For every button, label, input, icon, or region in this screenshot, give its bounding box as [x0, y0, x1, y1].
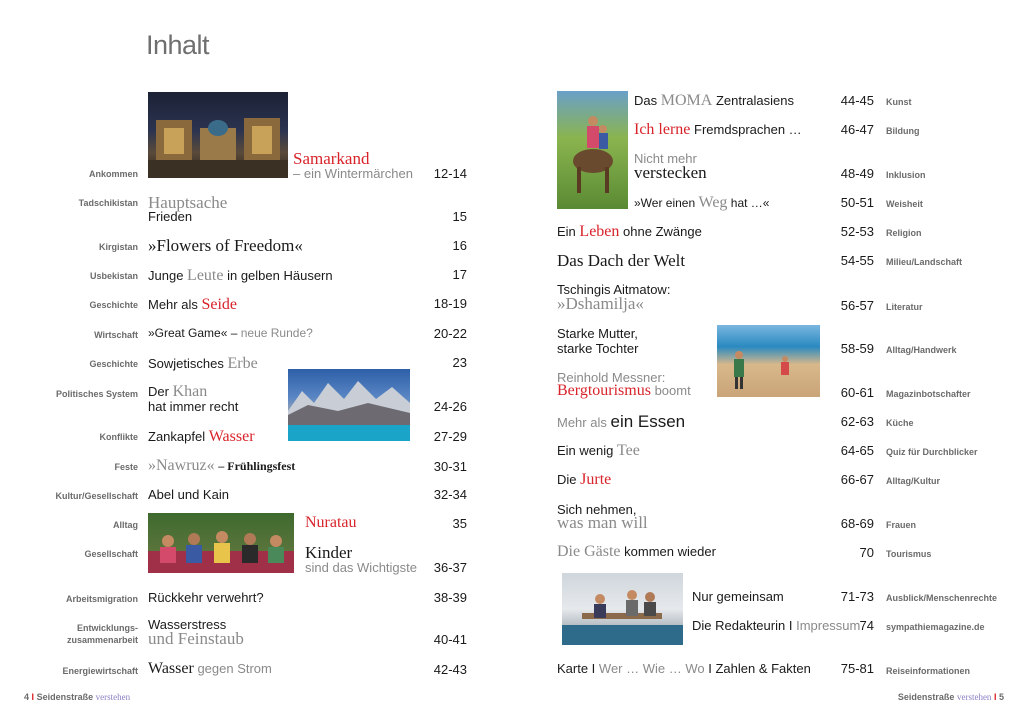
footer-separator: I [993, 692, 997, 702]
section-label: Literatur [886, 302, 923, 312]
footer-brand: Seidenstraße [36, 692, 94, 702]
page-number: 62-63 [840, 414, 874, 429]
article-subtitle: sind das Wichtigste [305, 560, 417, 575]
title-post: neue Runde? [240, 326, 313, 340]
page-number: 35 [452, 516, 467, 531]
photo-samarkand [148, 92, 288, 178]
section-label: Bildung [886, 126, 920, 136]
title-highlight: ein Essen [610, 412, 686, 431]
title-highlight: MOMA [660, 92, 713, 109]
section-label: Geschichte [89, 359, 138, 369]
article-title[interactable]: Abel und Kain [148, 487, 229, 502]
page-number: 18-19 [433, 296, 467, 311]
title-post: in gelben Häusern [227, 268, 333, 283]
title-pre: Die [557, 472, 577, 487]
title-highlight: Impressum [796, 618, 861, 633]
page-number: 54-55 [840, 253, 874, 268]
page-number: 46-47 [840, 122, 874, 137]
article-title[interactable] [557, 543, 716, 561]
section-label: Ankommen [88, 169, 138, 179]
title-highlight: Khan [172, 383, 208, 400]
title-highlight: Wer … Wie … Wo [598, 661, 705, 676]
section-label: Kultur/Gesellschaft [55, 491, 138, 501]
article-title[interactable] [148, 296, 237, 314]
title-highlight: Seide [201, 296, 238, 313]
page-number: 42-43 [433, 662, 467, 677]
page-number: 66-67 [840, 472, 874, 487]
page-number: 32-34 [433, 487, 467, 502]
page-number: 60-61 [840, 385, 874, 400]
section-label: Quiz für Durchblicker [886, 447, 978, 457]
title-pre: Mehr als [148, 297, 198, 312]
section-label: Frauen [886, 520, 917, 530]
section-label: Milieu/Landschaft [886, 257, 963, 267]
title-highlight: Leben [579, 223, 620, 240]
page-number: 40-41 [433, 632, 467, 647]
title-pre: Die Redakteurin I [692, 618, 793, 633]
article-title[interactable]: Tschingis Aitmatow: [557, 282, 671, 297]
title-highlight: Tee [617, 442, 640, 459]
article-subtitle: »Dshamilja« [557, 294, 644, 313]
article-title[interactable]: Kinder [305, 543, 353, 562]
photo-hikers [717, 325, 820, 397]
section-label: Arbeitsmigration [65, 594, 138, 604]
title-pre: Sowjetisches [148, 356, 224, 371]
footer-accent: verstehen [956, 692, 992, 702]
title-highlight: Die Gäste [557, 543, 621, 560]
article-subtitle: und Feinstaub [148, 629, 244, 648]
title-highlight: Erbe [227, 355, 258, 372]
page-number: 58-59 [840, 341, 874, 356]
section-label: Wirtschaft [94, 330, 138, 340]
footer-accent: verstehen [95, 692, 131, 702]
title-highlight: Ich lerne [634, 121, 691, 138]
page-title: Inhalt [146, 30, 210, 60]
page-number: 16 [452, 238, 467, 253]
section-label: Energiewirtschaft [62, 666, 138, 676]
footer-brand: Seidenstraße [897, 692, 955, 702]
page-number: 12-14 [433, 166, 467, 181]
section-label: Gesellschaft [84, 549, 138, 559]
article-title[interactable]: Starke Mutter, [557, 326, 638, 341]
page-number: 20-22 [433, 326, 467, 341]
article-title[interactable] [634, 92, 794, 110]
article-subtitle [557, 382, 691, 400]
page-number: 27-29 [433, 429, 467, 444]
section-label: Konflikte [99, 432, 138, 442]
footer-right [898, 692, 1004, 702]
article-title[interactable] [557, 471, 611, 489]
article-title[interactable]: Nicht mehr [634, 151, 697, 166]
article-title[interactable] [634, 194, 769, 212]
title-post: Zentralasiens [715, 93, 794, 108]
page-number: 36-37 [433, 560, 467, 575]
title-pre: »Wer einen [634, 196, 696, 210]
title-pre: Ein wenig [557, 443, 614, 458]
article-subtitle: verstecken [634, 163, 707, 182]
article-title[interactable] [557, 661, 811, 676]
article-title[interactable] [557, 412, 685, 432]
section-label: Alltag [112, 520, 138, 530]
section-label: Magazinbotschafter [886, 389, 971, 399]
page-number: 15 [452, 209, 467, 224]
section-label: zusammenarbeit [66, 635, 138, 645]
article-subtitle: starke Tochter [557, 341, 639, 356]
title-pre: Wasser [148, 660, 194, 677]
title-highlight: Weg [698, 194, 728, 211]
title-highlight: Wasser [208, 428, 255, 445]
section-label: Reiseinformationen [886, 666, 971, 676]
page-number: 52-53 [840, 224, 874, 239]
footer-page-number: 4 [24, 692, 30, 702]
section-label: Kunst [886, 97, 912, 107]
section-label: Feste [114, 462, 138, 472]
title-pre: Mehr als [557, 415, 607, 430]
page-number: 74 [859, 618, 874, 633]
title-pre: Das [634, 93, 658, 108]
footer-page-number: 5 [998, 692, 1004, 702]
title-post: I Zahlen & Fakten [708, 661, 811, 676]
article-title[interactable] [634, 121, 802, 139]
section-label: Inklusion [886, 170, 926, 180]
photo-meeting [562, 573, 683, 645]
page-number: 56-57 [840, 298, 874, 313]
article-title[interactable] [148, 267, 333, 285]
page-number: 50-51 [840, 195, 874, 210]
article-subtitle: – ein Wintermärchen [293, 166, 413, 181]
title-post: – Frühlingsfest [218, 459, 296, 473]
article-title[interactable] [692, 618, 860, 633]
title-pre: Der [148, 384, 169, 399]
photo-mountains [288, 369, 410, 441]
title-pre: Junge [148, 268, 184, 283]
article-title[interactable]: Rückkehr verwehrt? [148, 590, 264, 605]
section-label: Religion [886, 228, 922, 238]
title-pre: »Great Game« – [148, 326, 238, 340]
page-number: 68-69 [840, 516, 874, 531]
title-highlight: Bergtourismus [557, 382, 651, 399]
article-subtitle: Frieden [148, 209, 193, 224]
article-title[interactable]: Wasserstress [148, 617, 227, 632]
page-number: 30-31 [433, 459, 467, 474]
section-label: Geschichte [89, 300, 138, 310]
article-title[interactable]: Nuratau [305, 514, 357, 531]
section-label: Tadschikistan [78, 198, 138, 208]
title-post: kommen wieder [624, 544, 716, 559]
page-number: 38-39 [433, 590, 467, 605]
article-title[interactable] [148, 660, 272, 678]
section-label: Weisheit [886, 199, 923, 209]
title-highlight: »Nawruz« [148, 457, 215, 474]
section-label: Entwicklungs- [76, 623, 138, 633]
article-title[interactable]: Samarkand [293, 149, 370, 168]
title-post: Fremdsprachen … [694, 122, 802, 137]
page-number: 23 [452, 355, 467, 370]
article-title[interactable]: Nur gemeinsam [692, 589, 784, 604]
title-post: gegen Strom [197, 661, 272, 676]
article-title[interactable] [148, 355, 258, 373]
page-number: 64-65 [840, 443, 874, 458]
title-post: boomt [654, 383, 691, 398]
article-subtitle: hat immer recht [148, 399, 239, 414]
title-pre: Karte I [557, 661, 596, 676]
section-label: Tourismus [886, 549, 932, 559]
title-post: ohne Zwänge [623, 224, 702, 239]
page-number: 71-73 [840, 589, 874, 604]
footer-separator: I [31, 692, 35, 702]
footer-left [24, 692, 130, 702]
article-title[interactable] [148, 326, 313, 340]
title-post: hat …« [730, 196, 770, 210]
page-number: 75-81 [840, 661, 874, 676]
section-label: Ausblick/Menschenrechte [886, 593, 998, 603]
article-title[interactable]: Hauptsache [148, 193, 228, 212]
article-title[interactable] [148, 457, 295, 475]
page-number: 70 [859, 545, 874, 560]
article-title[interactable]: »Flowers of Freedom« [148, 236, 303, 255]
article-title[interactable] [557, 442, 640, 460]
article-title[interactable]: Sich nehmen, [557, 502, 637, 517]
page-number: 17 [452, 267, 467, 282]
page-number: 44-45 [840, 93, 874, 108]
article-title[interactable]: Das Dach der Welt [557, 251, 686, 270]
section-label: Kirgistan [98, 242, 138, 252]
title-pre: Ein [557, 224, 576, 239]
page-number: 24-26 [433, 399, 467, 414]
article-title[interactable]: Reinhold Messner: [557, 370, 666, 385]
article-title[interactable] [148, 428, 255, 446]
article-subtitle: was man will [557, 513, 648, 532]
section-label: Küche [886, 418, 914, 428]
section-label: Usbekistan [89, 271, 138, 281]
section-label: sympathiemagazine.de [886, 622, 985, 632]
section-label: Politisches System [55, 389, 138, 399]
photo-nuratau [148, 513, 294, 573]
title-highlight: Jurte [580, 471, 612, 488]
section-label: Alltag/Kultur [886, 476, 940, 486]
page-number: 48-49 [840, 166, 874, 181]
title-highlight: Leute [187, 267, 224, 284]
section-label: Alltag/Handwerk [886, 345, 957, 355]
article-title[interactable] [557, 223, 702, 241]
photo-horse-riders [557, 91, 628, 209]
title-pre: Zankapfel [148, 429, 206, 444]
